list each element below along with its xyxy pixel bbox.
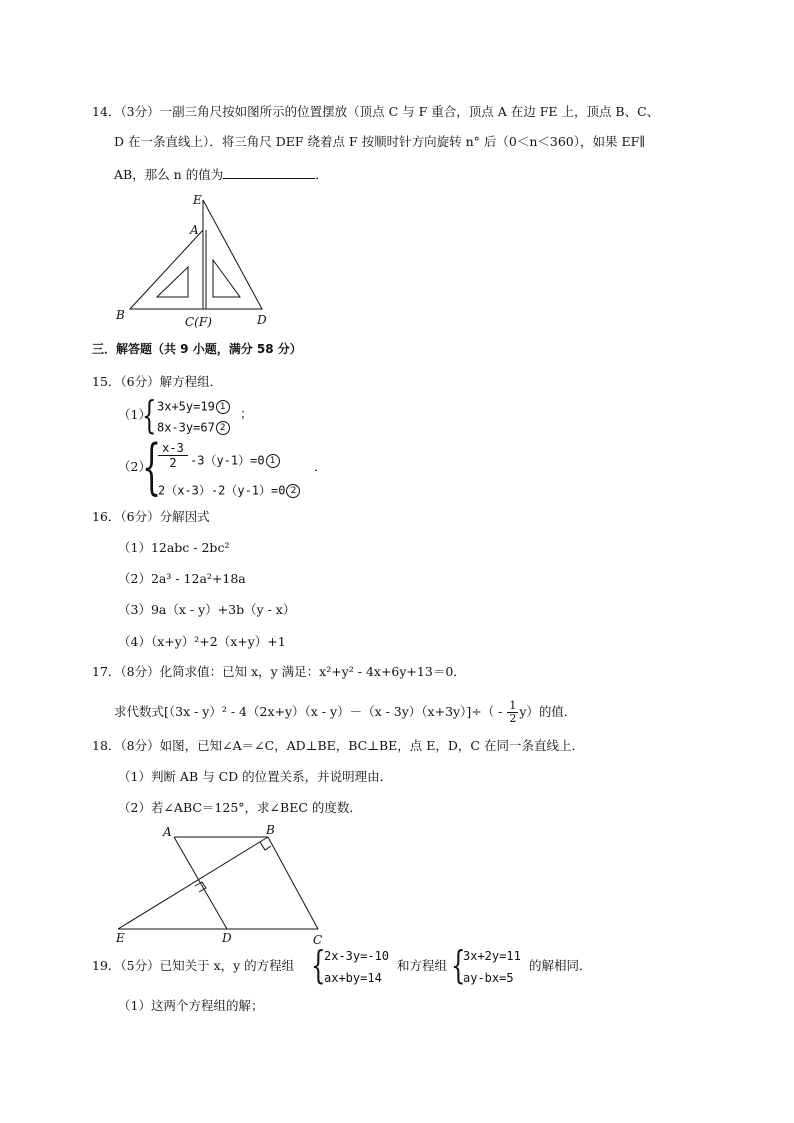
label-E: E	[116, 931, 125, 945]
q19-p1: （1）这两个方程组的解；	[118, 998, 264, 1013]
q15-p2-tail: ．	[314, 459, 327, 474]
q14-line3	[114, 167, 328, 182]
triangle-def-inner	[213, 260, 240, 297]
q17-line2-post: y）的值．	[519, 704, 577, 719]
label-D: D	[222, 931, 232, 945]
q18-line1: 18．（8分）如图，已知∠A＝∠C，AD⊥BE，BC⊥BE，点 E，D，C 在同一条直线上．	[92, 738, 584, 753]
circled-two-icon: 2	[216, 421, 230, 435]
label-D: D	[257, 313, 267, 327]
brace-icon: {	[142, 432, 162, 502]
brace-icon: {	[142, 393, 157, 437]
fraction-numerator: 1	[509, 699, 517, 712]
q14-line2: D 在一条直线上）．将三角尺 DEF 绕着点 F 按顺时针方向旋转 n° 后（0＜n＜360），如果 EF∥	[114, 134, 646, 149]
label-A: A	[163, 825, 172, 839]
fraction-numerator: x-3	[162, 441, 184, 455]
q16-item: （2）2a³ - 12a²+18a	[118, 571, 246, 586]
q14-line1: 14．（3分）一副三角尺按如图所示的位置摆放（顶点 C 与 F 重合，顶点 A 在边 FE 上，顶点 B、C、	[92, 104, 660, 119]
q17-fraction	[507, 700, 518, 725]
triangle-rulers-figure	[110, 190, 280, 330]
q15-p2-fraction	[158, 441, 188, 470]
section-title: 三．解答题（共 9 小题，满分 58 分）	[92, 342, 302, 356]
q15-p2-eq1	[190, 454, 280, 468]
segment-EB	[118, 837, 268, 929]
triangle-def	[203, 200, 262, 309]
q16-item: （4）（x+y）²+2（x+y）+1	[118, 634, 286, 649]
q15-p2-eq2	[158, 484, 300, 498]
label-E: E	[193, 193, 202, 207]
q17-line2	[114, 700, 576, 725]
q18-p2: （2）若∠ABC＝125°，求∠BEC 的度数．	[118, 800, 362, 815]
q17-line2-pre: 求代数式[（3x - y）² - 4（2x+y）（x - y）－（x - 3y）（x+3y）]÷（ -	[114, 704, 503, 719]
label-A: A	[190, 223, 199, 237]
q19-post: 的解相同．	[529, 958, 592, 973]
q15-title: 15．（6分）解方程组．	[92, 374, 223, 389]
triangle-abc-inner	[157, 267, 188, 297]
q15-p1-eq1	[157, 400, 230, 414]
q17-line1: 17．（8分）化简求值：已知 x，y 满足：x²+y² - 4x+6y+13＝0．	[92, 664, 466, 679]
q19-sys2-eq1: 3x+2y=11	[463, 949, 521, 963]
label-C: C	[313, 933, 323, 947]
q16-title: 16．（6分）分解因式	[92, 509, 210, 524]
q15-p1-eq2	[157, 421, 230, 435]
brace-icon: {	[311, 943, 326, 987]
q15-p2-eq2-text: 2（x-3）-2（y-1）=0	[158, 483, 286, 498]
q15-p2-eq1-text: -3（y-1）=0	[190, 453, 265, 468]
parallelogram-figure	[110, 822, 330, 950]
q19-pre: 19．（5分）已知关于 x，y 的方程组	[92, 958, 295, 973]
q15-p1-label: （1）	[118, 407, 151, 422]
label-B: B	[116, 308, 125, 322]
q15-p1-eq2-text: 8x-3y=67	[157, 420, 215, 435]
q14-line3-end: ．	[315, 167, 328, 182]
answer-blank[interactable]	[223, 167, 315, 179]
q15-p1-tail: ；	[240, 406, 253, 421]
q18-p1: （1）判断 AB 与 CD 的位置关系，并说明理由．	[118, 769, 393, 784]
label-CF: C(F)	[185, 315, 212, 329]
q19-mid: 和方程组	[397, 958, 448, 973]
q16-item: （3）9a（x - y）+3b（y - x）	[118, 602, 296, 617]
segment-BC	[268, 837, 318, 929]
right-angle-mark	[260, 842, 271, 850]
brace-icon: {	[451, 943, 466, 987]
q19-sys1-eq2: ax+by=14	[324, 971, 382, 985]
fraction-denominator: 2	[509, 712, 517, 725]
q19-sys1-eq1: 2x-3y=-10	[324, 949, 390, 963]
circled-one-icon: 1	[266, 454, 280, 468]
q16-item: （1）12abc - 2bc²	[118, 540, 230, 555]
label-B: B	[266, 823, 275, 837]
q15-p1-eq1-text: 3x+5y=19	[157, 399, 215, 414]
circled-two-icon: 2	[286, 484, 300, 498]
circled-one-icon: 1	[216, 400, 230, 414]
q14-line3-text: AB，那么 n 的值为	[114, 167, 224, 182]
fraction-denominator: 2	[169, 456, 177, 470]
q15-p2-label: （2）	[118, 459, 151, 474]
q19-sys2-eq2: ay-bx=5	[463, 971, 514, 985]
